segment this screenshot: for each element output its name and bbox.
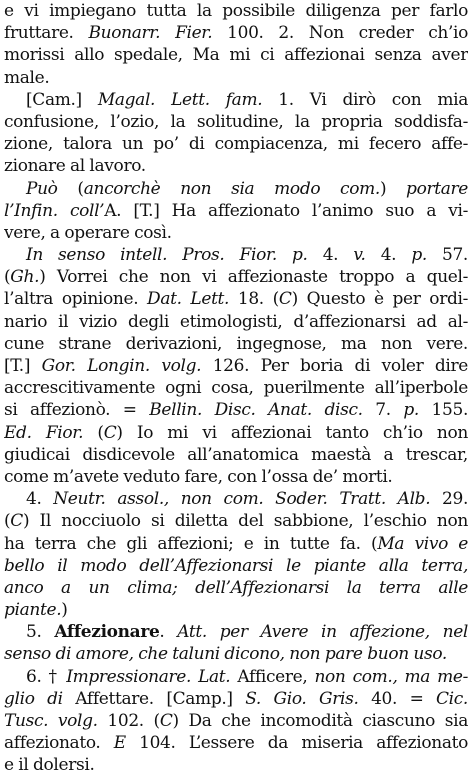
text-line: nario il vizio degli etimologisti, d’affezionarsi ad al- [4, 311, 468, 332]
text-line: glio di Affettare. [Camp.] S. Gio. Gris. 40. = Cic. [4, 688, 468, 709]
text-line: 6. † Impressionare. Lat. Afficere, non com., ma me- [26, 666, 468, 687]
text-line: In senso intell. Pros. Fior. p. 4. v. 4. p. 57. [26, 245, 468, 266]
text-line: Ed. Fior. (C) Io mi vi affezionai tanto ch’io non [4, 422, 468, 443]
text-line: come m’avete veduto fare, con l’ossa de’ morti. [4, 466, 393, 487]
text-line: piante.) [4, 600, 68, 621]
dictionary-entry-text [4, 0, 468, 777]
text-line: giudicai disdicevole all’anatomica maestà a trescar, [4, 444, 468, 465]
text-line: morissi allo spedale, Ma mi ci affezionai senza aver [4, 45, 468, 66]
text-line: 4. Neutr. assol., non com. Soder. Tratt. Alb. 29. [26, 489, 468, 510]
text-line: cune strane derivazioni, ingegnose, ma non vere. [4, 333, 468, 354]
text-line: male. [4, 67, 50, 88]
text-line: e il dolersi. [4, 755, 95, 776]
text-line: zionare al lavoro. [4, 156, 146, 177]
text-line: (Gh.) Vorrei che non vi affezionaste troppo a quel- [4, 267, 468, 288]
text-line: accrescitivamente ogni cosa, puerilmente all’iperbole [4, 378, 468, 399]
text-line: anco a un clima; dell’Affezionarsi la terra alle [4, 577, 468, 598]
text-line: fruttare. Buonarr. Fier. 100. 2. Non creder ch’io [4, 23, 468, 44]
text-line: bello il modo dell’Affezionarsi le piante alla terra, [4, 555, 468, 576]
text-line: l’altra opinione. Dat. Lett. 18. (C) Questo è per ordi- [4, 289, 468, 310]
text-line: vere, a operare così. [4, 222, 172, 243]
text-line: [Cam.] Magal. Lett. fam. 1. Vi dirò con mia [26, 89, 468, 110]
text-line: ha terra che gli affezioni; e in tutte fa. (Ma vivo e [4, 533, 468, 554]
text-line: affezionato. E 104. L’essere da miseria affezionato [4, 733, 468, 754]
text-line: Tusc. volg. 102. (C) Da che incomodità ciascuno sia [4, 711, 468, 731]
text-line: zione, talora un po’ di compiacenza, mi fecero affe- [4, 134, 468, 155]
text-line: confusione, l’ozio, la solitudine, la propria soddisfa- [4, 111, 468, 132]
text-line: 5. Affezionare. Att. per Avere in affezione, nel [26, 622, 468, 643]
text-line: l’Infin. coll’A. [T.] Ha affezionato l’animo suo a vi- [4, 200, 468, 221]
text-line: (C) Il nocciuolo si diletta del sabbione, l’eschio non [4, 511, 468, 532]
text-line: senso di amore, che taluni dicono, non pare buon uso. [4, 644, 447, 665]
text-line: e vi impiegano tutta la possibile diligenza per farlo [4, 1, 468, 21]
text-line: si affezionò. = Bellin. Disc. Anat. disc. 7. p. 155. [4, 400, 468, 421]
text-line: Può (ancorchè non sia modo com.) portare [26, 178, 468, 199]
text-line: [T.] Gor. Longin. volg. 126. Per boria di voler dire [4, 356, 468, 376]
